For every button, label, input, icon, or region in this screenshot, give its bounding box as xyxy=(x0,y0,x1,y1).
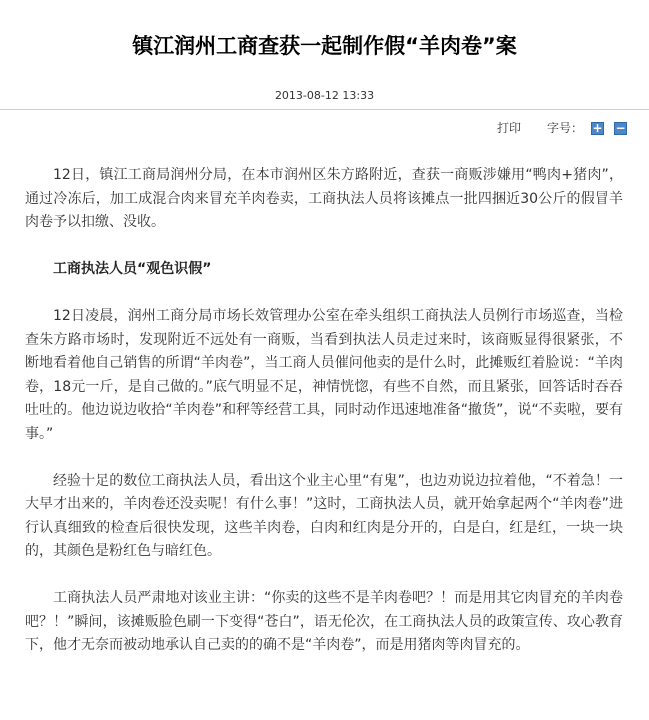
font-size-label: 字号： xyxy=(546,121,583,135)
article-toolbar xyxy=(497,119,627,137)
section-subheading: 工商执法人员“观色识假” xyxy=(53,261,212,277)
paragraph: 工商执法人员严肃地对该业主讲：“你卖的这些不是羊肉卷吧？！而是用其它肉冒充的羊肉卷吧？！”瞬间，该摊贩脸色刷一下变得“苍白”，语无伦次，在工商执法人员的政策宣传、攻心教育下，他才无奈而被动地承认自己卖的的确不是“羊肉卷”，而是用猪肉等肉冒充的。 xyxy=(25,590,623,653)
publish-date: 2013-08-12 13:33 xyxy=(274,89,375,102)
font-increase-button[interactable]: + xyxy=(592,121,603,135)
paragraph: 经验十足的数位工商执法人员，看出这个业主心里“有鬼”，也边劝说边拉着他，“不着急！一大早才出来的，羊肉卷还没卖呢！有什么事！”这时，工商执法人员，就开始拿起两个“羊肉卷”进行认真细致的检查后很快发现，这些羊肉卷，白肉和红肉是分开的，白是白，红是红，一块一块的，其颜色是粉红色与暗红色。 xyxy=(25,472,623,559)
font-decrease-button[interactable]: − xyxy=(615,121,626,135)
paragraph: 12日，镇江工商局润州分局，在本市润州区朱方路附近，查获一商贩涉嫌用“鸭肉+猪肉”，通过冷冻后，加工成混合肉来冒充羊肉卷卖，工商执法人员将该摊点一批四捆近30公斤的假冒羊肉卷予以扣缴、没收。 xyxy=(25,167,623,230)
print-link[interactable]: 打印 xyxy=(496,121,521,135)
article-body xyxy=(25,164,623,681)
header-divider xyxy=(0,109,649,110)
paragraph: 12日凌晨，润州工商分局市场长效管理办公室在牵头组织工商执法人员例行市场巡查，当检查朱方路市场时，发现附近不远处有一商贩，当看到执法人员走过来时，该商贩显得很紧张，不断地看着他自己销售的所谓“羊肉卷”，当工商人员催问他卖的是什么时，此摊贩红着脸说：“羊肉卷，18元一斤，是自己做的。”底气明显不足，神情恍惚，有些不自然，而且紧张，回答话时吞吞吐吐的。他边说边收拾“羊肉卷”和秤等经营工具，同时动作迅速地准备“撤货”，说“不卖啦，要有事。” xyxy=(25,308,623,442)
article-title: 镇江润州工商查获一起制作假“羊肉卷”案 xyxy=(132,34,517,58)
